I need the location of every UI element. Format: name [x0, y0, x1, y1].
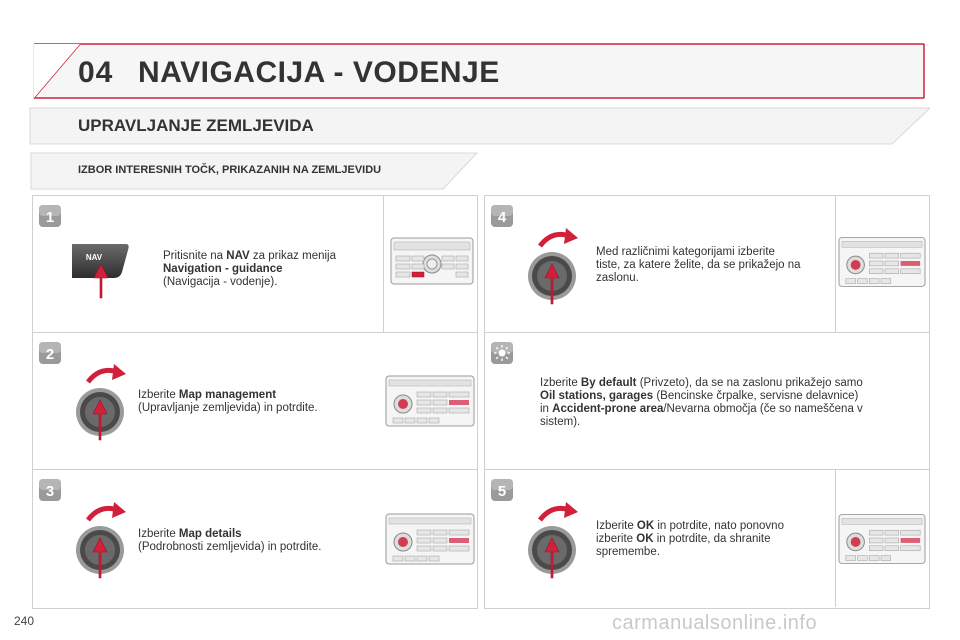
tip-text: Izberite By default (Privzeto), da se na zaslonu prikažejo samo Oil stations, garages (Bencinske črpalke, servisne delavnice) in Accident-prone area/Nevarna območja (če so nameščena v sistem). [540, 377, 863, 428]
step-number-2: 2 [45, 346, 55, 363]
page-title: NAVIGACIJA - VODENJE [138, 56, 500, 89]
step-number-1: 1 [45, 209, 55, 226]
tip-lightbulb-badge [490, 341, 514, 365]
step-badge-3 [38, 478, 62, 502]
right-image-divider-1 [835, 195, 836, 332]
step-number-3: 3 [45, 483, 55, 500]
left-divider-1 [32, 332, 478, 333]
step-3-text: Izberite Map details (Podrobnosti zemljevida) in potrdite. [138, 528, 322, 553]
radio-device-illustration-1 [390, 232, 474, 290]
left-image-divider-1 [383, 195, 384, 332]
rotary-knob-icon-step-3 [70, 500, 140, 580]
step-2-text: Izberite Map management (Upravljanje zemljevida) in potrdite. [138, 389, 318, 414]
section-title: UPRAVLJANJE ZEMLJEVIDA [78, 116, 314, 135]
step-5-text: Izberite OK in potrdite, nato ponovno izberite OK in potrdite, da shranite spremembe. [596, 520, 784, 558]
right-divider-1 [484, 332, 930, 333]
radio-device-illustration-4 [838, 233, 926, 291]
step-badge-5 [490, 478, 514, 502]
step-4-text: Med različnimi kategorijami izberite tiste, za katere želite, da se prikažejo na zaslonu. [596, 246, 801, 284]
step-number-5: 5 [497, 483, 507, 500]
rotary-knob-icon-step-2 [70, 362, 140, 442]
radio-device-illustration-5 [838, 510, 926, 568]
nav-button-icon [70, 238, 134, 300]
right-image-divider-3 [835, 469, 836, 607]
radio-device-illustration-2 [385, 372, 475, 430]
chapter-number: 04 [78, 56, 114, 89]
nav-button-label: NAV [85, 253, 103, 262]
rotary-knob-icon-step-4 [522, 226, 592, 306]
page-number: 240 [14, 614, 35, 628]
step-badge-2 [38, 341, 62, 365]
radio-device-illustration-3 [385, 510, 475, 568]
watermark: carmanualsonline.info [612, 612, 818, 634]
step-badge-4 [490, 204, 514, 228]
step-number-4: 4 [497, 209, 507, 226]
step-badge-1 [38, 204, 62, 228]
left-divider-2 [32, 469, 478, 470]
right-divider-2 [484, 469, 930, 470]
rotary-knob-icon-step-5 [522, 500, 592, 580]
step-1-text: Pritisnite na NAV za prikaz menija Navigation - guidance (Navigacija - vodenje). [163, 250, 337, 288]
subsection-title: IZBOR INTERESNIH TOČK, PRIKAZANIH NA ZEMLJEVIDU [78, 164, 382, 176]
